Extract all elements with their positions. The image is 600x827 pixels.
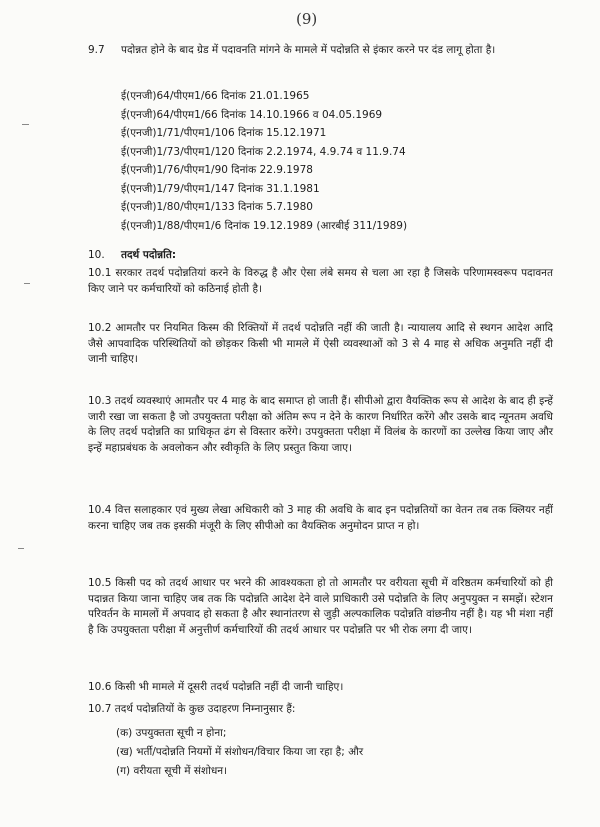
- paragraph-10-6: 10.6 किसी भी मामले में दूसरी तदर्थ पदोन्नति नहीं दी जानी चाहिए।: [88, 681, 344, 693]
- paragraph-10-1: 10.1 सरकार तदर्थ पदोन्नतियां करने के विरुद्ध है और ऐसा लंबे समय से चला आ रहा है जिसके परिणामस्वरूप पदावनत किए जाने पर कर्मचारियों को कठिनाई होती है।: [88, 267, 553, 295]
- reference-item: ई(एनजी)1/80/पीएम1/133 दिनांक 5.7.1980: [121, 201, 313, 213]
- section-number: 10.: [88, 249, 105, 261]
- list-item: (क) उपयुक्तता सूची न होना;: [116, 727, 227, 739]
- section-10-heading: [88, 248, 176, 262]
- reference-item: ई(एनजी)64/पीएम1/66 दिनांक 14.10.1966 व 04.05.1969: [121, 108, 383, 121]
- reference-item: ई(एनजी)1/88/पीएम1/6 दिनांक 19.12.1989 (आरबीई 311/1989): [121, 219, 408, 232]
- section-text: पदोन्नत होने के बाद ग्रेड में पदावनति मांगने के मामले में पदोन्नति से इंकार करने पर दंड लागू होता है।: [121, 44, 496, 56]
- section-number: 9.7: [88, 44, 105, 56]
- reference-item: ई(एनजी)1/79/पीएम1/147 दिनांक 31.1.1981: [121, 182, 320, 195]
- list-item: (ख) भर्ती/पदोन्नति नियमों में संशोधन/विचार किया जा रहा है; और: [116, 746, 364, 758]
- scan-mark: [24, 283, 30, 284]
- reference-list: [121, 87, 407, 235]
- paragraph-10-2: 10.2 आमतौर पर नियमित किस्म की रिक्तियों में तदर्थ पदोन्नति नहीं की जाती है। न्यायालय आदि से स्थगन आदेश आदि जैसे आपवादिक परिस्थितियों को छोड़कर किसी भी मामले में ऐसी व्यवस्थाओं को 3 से 4 माह से अधिक अनुमति नहीं दी जानी चाहिए।: [88, 322, 553, 365]
- scan-mark: [18, 548, 24, 549]
- reference-item: ई(एनजी)64/पीएम1/66 दिनांक 21.01.1965: [121, 90, 310, 102]
- list-item: (ग) वरीयता सूची में संशोधन।: [116, 765, 228, 777]
- reference-item: ई(एनजी)1/71/पीएम1/106 दिनांक 15.12.1971: [121, 127, 327, 139]
- reference-item: ई(एनजी)1/76/पीएम1/90 दिनांक 22.9.1978: [121, 164, 313, 176]
- section-9-7: [88, 42, 548, 58]
- reference-item: ई(एनजी)1/73/पीएम1/120 दिनांक 2.2.1974, 4.9.74 व 11.9.74: [121, 145, 406, 158]
- paragraph-10-5: 10.5 किसी पद को तदर्थ आधार पर भरने की आवश्यकता हो तो आमतौर पर वरीयता सूची में वरिष्ठतम कर्मचारियों को ही पदान्नत किया जाना चाहिए जब तक कि पदोन्नति आदेश देने वाले प्राधिकारी उसे पदोन्नति के लिए अनुपयुक्त न समझें। स्टेशन परिवर्तन के मामलों में अपवाद हो सकता है और स्थानांतरण से जुड़ी अल्पकालिक पदोन्नति वांछनीय नहीं है। यह भी मंशा नहीं है कि उपयुक्तता परीक्षा में अनुत्तीर्ण कर्मचारियों की तदर्थ आधार पर पदोन्नति पर भी रोक लगा दी जाए।: [88, 577, 553, 636]
- examples-list: [116, 724, 363, 781]
- scan-mark: [22, 124, 29, 125]
- section-title: तदर्थ पदोन्नति:: [121, 249, 177, 261]
- paragraph-10-4: 10.4 वित्त सलाहकार एवं मुख्य लेखा अधिकारी को 3 माह की अवधि के बाद इन पदोन्नतियों का वेतन तब तक क्लियर नहीं करना चाहिए जब तक इसकी मंजूरी के लिए सीपीओ का वैयक्तिक अनुमोदन प्राप्त न हो।: [88, 504, 553, 532]
- paragraph-10-3: 10.3 तदर्थ व्यवस्थाएं आमतौर पर 4 माह के बाद समाप्त हो जाती हैं। सीपीओ द्वारा वैयक्तिक रूप से आदेश के बाद ही इन्हें जारी रखा जा सकता है जो उपयुक्तता परीक्षा को अंतिम रूप न देने के कारण निर्धारित करेंगे और उसके बाद न्यूनतम अवधि के लिए तदर्थ पदोन्नति का प्राधिकृत ढंग से विस्तार करेंगे। उपयुक्तता परीक्षा में विलंब के कारणों का उल्लेख किया जाए और इन्हें महाप्रबंधक के अवलोकन और स्वीकृति के लिए प्रस्तुत किया जाए।: [88, 395, 553, 454]
- paragraph-10-7: 10.7 तदर्थ पदोन्नतियों के कुछ उदाहरण निम्नानुसार हैं:: [88, 703, 296, 715]
- page-number: (9): [296, 10, 318, 28]
